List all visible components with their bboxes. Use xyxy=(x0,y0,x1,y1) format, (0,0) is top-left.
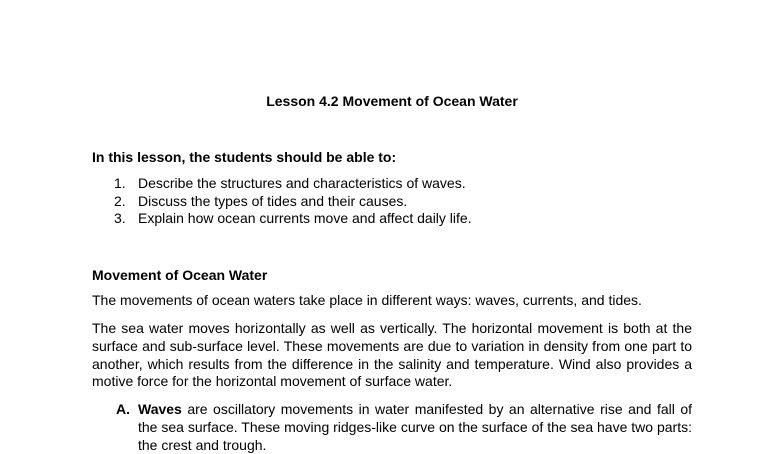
objective-item xyxy=(114,175,472,193)
objectives-heading: In this lesson, the students should be able to: xyxy=(92,149,397,165)
objective-item xyxy=(114,193,472,211)
section-heading: Movement of Ocean Water xyxy=(92,267,268,283)
paragraph: The sea water moves horizontally as well as vertically. The horizontal movement is both at the surface and sub-surface level. These movements are due to variation in density from one part to another, which results from the difference in the salinity and temperature. Wind also provides a motive force for the horizontal movement of surface water. xyxy=(92,320,692,390)
objective-item xyxy=(114,210,472,228)
item-term: Waves xyxy=(138,401,182,417)
objective-number: 1. xyxy=(114,175,126,191)
objective-number: 3. xyxy=(114,210,126,226)
objectives-list xyxy=(114,175,472,228)
item-letter: A. xyxy=(116,401,130,417)
paragraph: The movements of ocean waters take place in different ways: waves, currents, and tides. xyxy=(92,292,642,308)
objective-text: Describe the structures and characteristics of waves. xyxy=(138,175,466,191)
lettered-item xyxy=(92,401,692,454)
item-text: are oscillatory movements in water manifested by an alternative rise and fall of the sea surface. These moving ridges-like curve on the surface of the sea have two parts: the crest and trough. xyxy=(138,401,692,453)
item-body xyxy=(138,401,692,454)
lesson-title: Lesson 4.2 Movement of Ocean Water xyxy=(266,93,518,109)
objective-number: 2. xyxy=(114,192,126,209)
objective-text: Explain how ocean currents move and affect daily life. xyxy=(138,210,472,226)
objective-text: Discuss the types of tides and their causes. xyxy=(138,192,408,209)
